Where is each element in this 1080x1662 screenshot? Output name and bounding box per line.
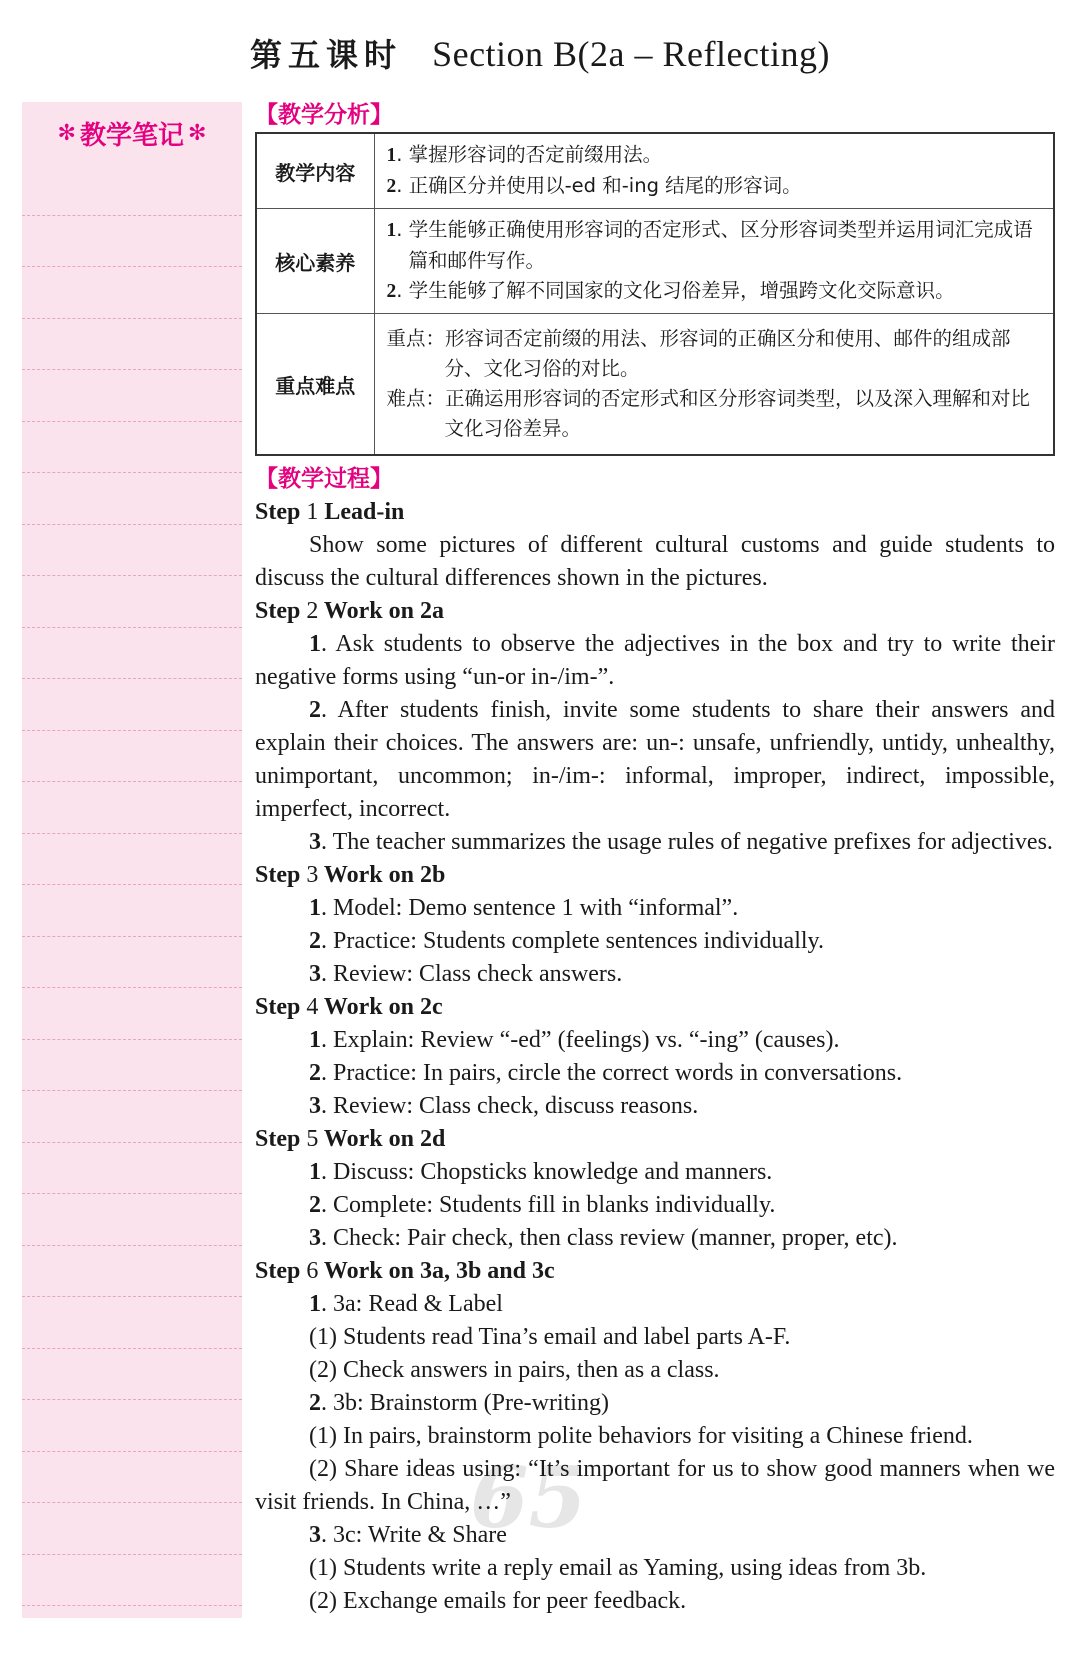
list-item: 1. Discuss: Chopsticks knowledge and manners. bbox=[309, 1159, 773, 1185]
list-item: 1. 掌握形容词的否定前缀用法。 bbox=[386, 143, 663, 166]
list-item: 2. 正确区分并使用以-ed 和-ing 结尾的形容词。 bbox=[386, 174, 802, 197]
step-title: Step 4 Work on 2c bbox=[255, 994, 443, 1020]
step-title: Step 2 Work on 2a bbox=[255, 598, 444, 624]
list-item: 1. Ask students to observe the adjectives in the box and try to write their negative forms using “un-or in-/im-”. bbox=[255, 631, 1055, 690]
list-item: 3. The teacher summarizes the usage rules of negative prefixes for adjectives. bbox=[309, 829, 1053, 855]
step-title: Step 5 Work on 2d bbox=[255, 1126, 446, 1152]
list-item: 3. Review: Class check answers. bbox=[309, 961, 623, 987]
step-title: Step 3 Work on 2b bbox=[255, 862, 446, 888]
page-number: 65 bbox=[470, 1448, 587, 1547]
list-item: 3. Check: Pair check, then class review (manner, proper, etc). bbox=[309, 1225, 898, 1251]
table-row bbox=[256, 133, 1054, 209]
step-title: Step 6 Work on 3a, 3b and 3c bbox=[255, 1258, 555, 1284]
list-item: 2. Complete: Students fill in blanks individually. bbox=[309, 1192, 776, 1218]
list-item: 2. 学生能够了解不同国家的文化习俗差异，增强跨文化交际意识。 bbox=[386, 279, 955, 302]
list-item: 3. 3c: Write & Share bbox=[309, 1522, 507, 1548]
list-item: (2) Exchange emails for peer feedback. bbox=[309, 1588, 687, 1614]
list-item: 1. 学生能够正确使用形容词的否定形式、区分形容词类型并运用词汇完成语篇和邮件写作。 bbox=[386, 218, 1033, 272]
row-label: 核心素养 bbox=[256, 209, 374, 314]
table-row bbox=[256, 314, 1054, 456]
step-title: Step 1 Lead-in bbox=[255, 499, 405, 525]
list-item: (1) In pairs, brainstorm polite behaviors for visiting a Chinese friend. bbox=[309, 1423, 973, 1449]
row-label: 重点难点 bbox=[256, 314, 374, 456]
analysis-table bbox=[255, 132, 1055, 456]
list-item: 难点：正确运用形容词的否定形式和区分形容词类型，以及深入理解和对比文化习俗差异。 bbox=[386, 387, 1031, 440]
lesson-plan bbox=[255, 98, 1055, 1618]
page-title bbox=[0, 30, 1080, 76]
flower-icon: ✻ bbox=[188, 120, 207, 146]
row-label: 教学内容 bbox=[256, 133, 374, 209]
list-item: 2. After students finish, invite some students to share their answers and explain their choices. The answers are: un-: unsafe, unfriendly, untidy, unhealthy, unimportant, uncommon; in-/im-: informal, improper, indirect, impossible, imperfect, incorrect. bbox=[255, 697, 1055, 822]
list-item: (1) Students write a reply email as Yaming, using ideas from 3b. bbox=[309, 1555, 927, 1581]
teaching-notes-sidebar bbox=[22, 102, 242, 1618]
list-item: 1. 3a: Read & Label bbox=[309, 1291, 503, 1317]
notes-heading-label: 教学笔记 bbox=[79, 120, 184, 151]
lesson-number: 第五课时 bbox=[250, 36, 403, 74]
list-item: 3. Review: Class check, discuss reasons. bbox=[309, 1093, 699, 1119]
notes-heading bbox=[22, 102, 242, 164]
list-item: 2. Practice: Students complete sentences individually. bbox=[309, 928, 824, 954]
paragraph: Show some pictures of different cultural customs and guide students to discuss the cultural differences shown in the pictures. bbox=[255, 532, 1055, 591]
list-item: (1) Students read Tina’s email and label parts A-F. bbox=[309, 1324, 791, 1350]
note-lines bbox=[22, 164, 242, 1618]
list-item: 2. Practice: In pairs, circle the correct words in conversations. bbox=[309, 1060, 903, 1086]
list-item: (2) Check answers in pairs, then as a class. bbox=[309, 1357, 720, 1383]
analysis-heading: 【教学分析】 bbox=[255, 102, 393, 128]
table-row bbox=[256, 209, 1054, 314]
list-item: 2. 3b: Brainstorm (Pre-writing) bbox=[309, 1390, 609, 1416]
flower-icon: ✻ bbox=[57, 120, 76, 146]
list-item: 重点：形容词否定前缀的用法、形容词的正确区分和使用、邮件的组成部分、文化习俗的对比。 bbox=[386, 327, 1011, 380]
process-heading: 【教学过程】 bbox=[255, 466, 393, 492]
list-item: (2) Share ideas using: “It’s important for us to show good manners when we visit friends. In China, …” bbox=[255, 1456, 1055, 1515]
section-title: Section B(2a – Reflecting) bbox=[432, 34, 830, 74]
list-item: 1. Explain: Review “-ed” (feelings) vs. “-ing” (causes). bbox=[309, 1027, 840, 1053]
list-item: 1. Model: Demo sentence 1 with “informal”. bbox=[309, 895, 739, 921]
process-steps bbox=[255, 496, 1055, 1618]
